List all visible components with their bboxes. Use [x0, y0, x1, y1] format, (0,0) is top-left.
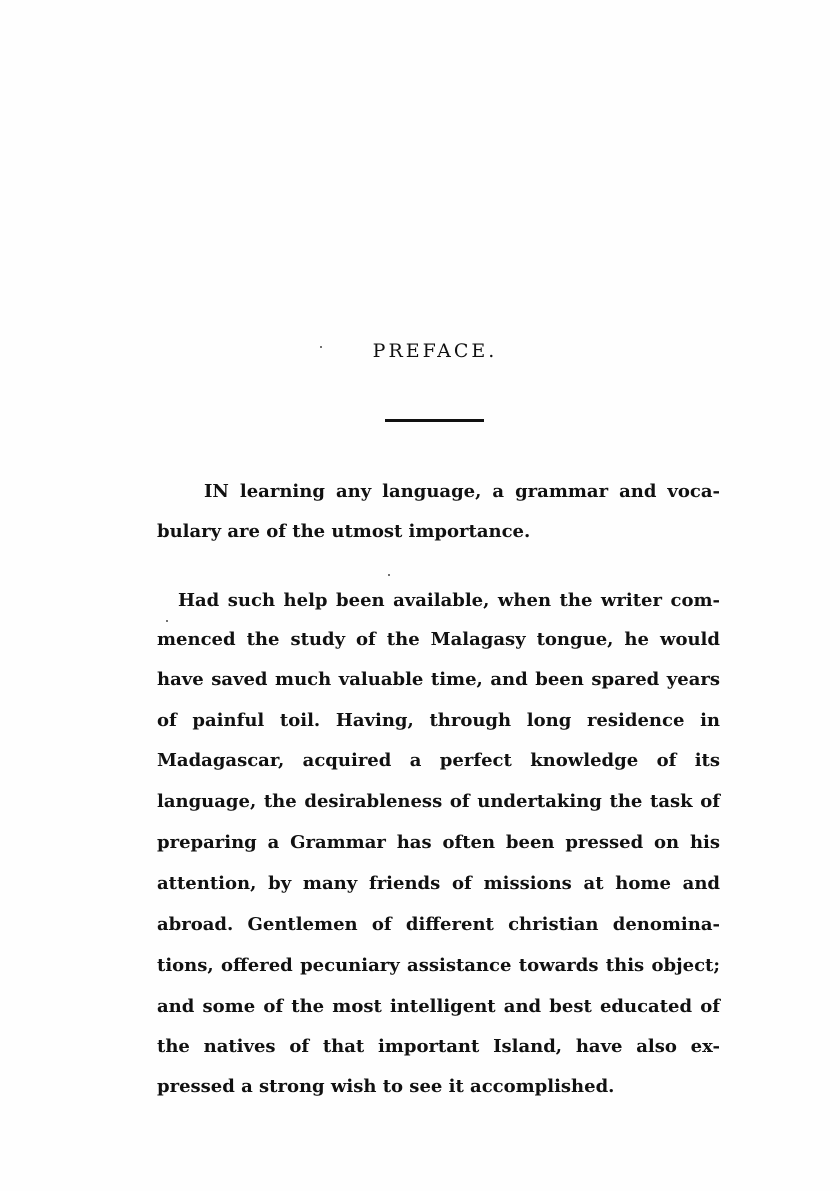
paragraph-2-line-11: and some of the most intelligent and best educated of — [157, 996, 720, 1017]
paragraph-2-line-10: tions, offered pecuniary assistance towards this object; — [157, 955, 720, 976]
paragraph-2-line-7: preparing a Grammar has often been pressed on his — [157, 832, 720, 853]
paragraph-2-line-12: the natives of that important Island, have also ex- — [157, 1036, 720, 1057]
title-rule — [385, 419, 484, 422]
paragraph-1-line-2: bulary are of the utmost importance. — [157, 521, 531, 542]
paragraph-2-line-3: have saved much valuable time, and been spared years — [157, 669, 720, 690]
paragraph-2-line-2: menced the study of the Malagasy tongue, he would — [157, 629, 720, 650]
print-speck — [166, 620, 168, 622]
paragraph-2-line-9: abroad. Gentlemen of different christian denomina- — [157, 914, 720, 935]
paragraph-2-line-4: of painful toil. Having, through long residence in — [157, 710, 720, 731]
paragraph-2-line-5: Madagascar, acquired a perfect knowledge of its — [157, 750, 720, 771]
page-title: PREFACE. — [372, 340, 498, 362]
print-speck — [388, 574, 390, 576]
paragraph-2-line-13: pressed a strong wish to see it accomplished. — [157, 1076, 615, 1097]
paragraph-2-line-8: attention, by many friends of missions at home and — [157, 873, 720, 894]
paragraph-1-line-1: IN learning any language, a grammar and voca- — [204, 481, 720, 502]
paragraph-2-line-1: Had such help been available, when the writer com- — [178, 590, 720, 611]
paragraph-2-line-6: language, the desirableness of undertaking the task of — [157, 791, 720, 812]
